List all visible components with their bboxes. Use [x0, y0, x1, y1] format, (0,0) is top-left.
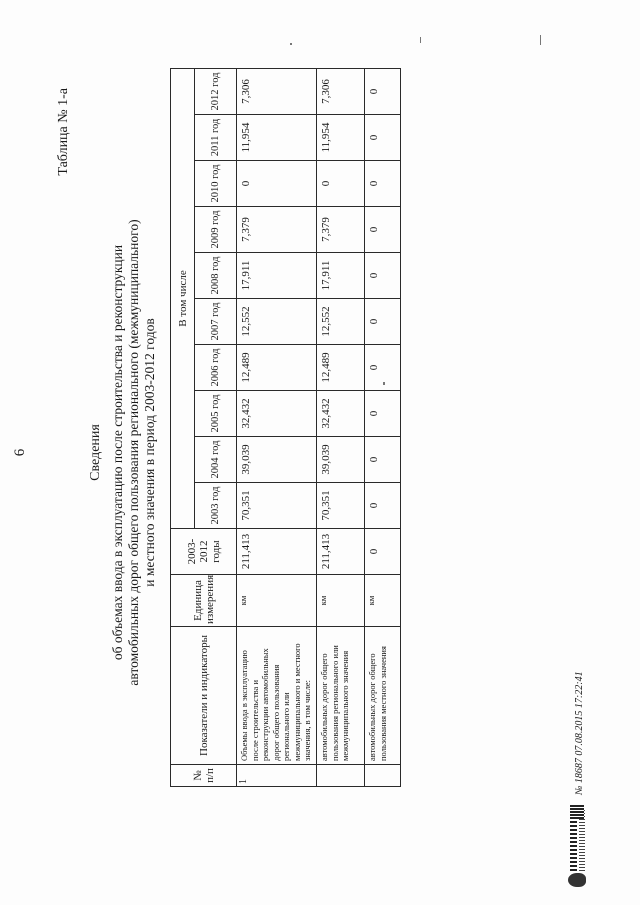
- row-value: 32,432: [317, 391, 365, 437]
- row-value: 11,954: [317, 115, 365, 161]
- row-total: 0: [365, 529, 401, 575]
- row-value: 12,489: [317, 345, 365, 391]
- row-unit: км: [237, 575, 317, 627]
- header-year: 2010 год: [195, 161, 237, 207]
- title-line-2: автомобильных дорог общего пользования регионального (межмуниципального): [126, 219, 141, 686]
- scan-speck: [290, 43, 292, 45]
- header-year: 2011 год: [195, 115, 237, 161]
- title-line-0: Сведения: [88, 424, 103, 481]
- row-total: 211,413: [237, 529, 317, 575]
- row-indicator: автомобильных дорог общего пользования регионального или межмуниципального значения: [317, 627, 365, 765]
- header-year: 2007 год: [195, 299, 237, 345]
- header-num: № п/п: [171, 765, 237, 787]
- scan-speck: [540, 35, 541, 45]
- header-year: 2004 год: [195, 437, 237, 483]
- row-num: [317, 765, 365, 787]
- row-value: 0: [365, 391, 401, 437]
- row-value: 0: [365, 207, 401, 253]
- header-indicator: Показатели и индикаторы: [171, 627, 237, 765]
- row-num: 1: [237, 765, 317, 787]
- row-value: 0: [237, 161, 317, 207]
- row-value: 70,351: [237, 483, 317, 529]
- row-value: 0: [365, 161, 401, 207]
- row-value: 0: [365, 483, 401, 529]
- header-year: 2006 год: [195, 345, 237, 391]
- row-value: 7,379: [317, 207, 365, 253]
- row-value: 12,489: [237, 345, 317, 391]
- row-indicator: Объемы ввода в эксплуатацию после строительства и реконструкции автомобильных дорог общего пользования регионального или межмуниципального и местного значения, в том числе:: [237, 627, 317, 765]
- row-value: 70,351: [317, 483, 365, 529]
- scan-speck: [420, 37, 421, 43]
- row-value: 0: [365, 68, 401, 114]
- row-value: 32,432: [237, 391, 317, 437]
- row-value: 7,379: [237, 207, 317, 253]
- header-group: В том числе: [171, 68, 195, 528]
- row-indicator: автомобильных дорог общего пользования местного значения: [365, 627, 401, 765]
- header-year: 2003 год: [195, 483, 237, 529]
- row-value: 17,911: [317, 253, 365, 299]
- table-row: [317, 68, 365, 786]
- table-label: Таблица № 1-а: [56, 88, 71, 176]
- row-value: 0: [365, 299, 401, 345]
- row-value: 12,552: [317, 299, 365, 345]
- row-value: 12,552: [237, 299, 317, 345]
- row-num: [365, 765, 401, 787]
- title-line-3: и местного значения в период 2003-2012 годов: [142, 318, 157, 587]
- row-value: 0: [365, 253, 401, 299]
- row-unit: км: [317, 575, 365, 627]
- row-unit: км: [365, 575, 401, 627]
- emblem-icon: [568, 873, 586, 887]
- row-value: 11,954: [237, 115, 317, 161]
- scan-speck: [383, 382, 385, 385]
- row-value: 17,911: [237, 253, 317, 299]
- title-line-1: об объемах ввода в эксплуатацию после строительства и реконструкции: [110, 244, 125, 661]
- data-table: [170, 68, 401, 787]
- header-total: 2003-2012 годы: [171, 529, 237, 575]
- header-year: 2009 год: [195, 207, 237, 253]
- table-row: [237, 68, 317, 786]
- page-number: 6: [12, 448, 28, 457]
- header-year: 2008 год: [195, 253, 237, 299]
- row-value: 7,306: [317, 68, 365, 114]
- header-year: 2012 год: [195, 68, 237, 114]
- row-value: 0: [365, 437, 401, 483]
- table-row: [365, 68, 401, 786]
- header-unit: Единица измерения: [171, 575, 237, 627]
- row-value: 39,039: [237, 437, 317, 483]
- row-value: 7,306: [237, 68, 317, 114]
- row-value: 0: [365, 345, 401, 391]
- header-year: 2005 год: [195, 391, 237, 437]
- document-reference: № 18687 07.08.2015 17:22:41: [574, 671, 585, 795]
- barcode-icon: [570, 805, 584, 819]
- row-value: 0: [365, 115, 401, 161]
- header-row-1: [171, 68, 195, 786]
- row-total: 211,413: [317, 529, 365, 575]
- row-value: 39,039: [317, 437, 365, 483]
- row-value: 0: [317, 161, 365, 207]
